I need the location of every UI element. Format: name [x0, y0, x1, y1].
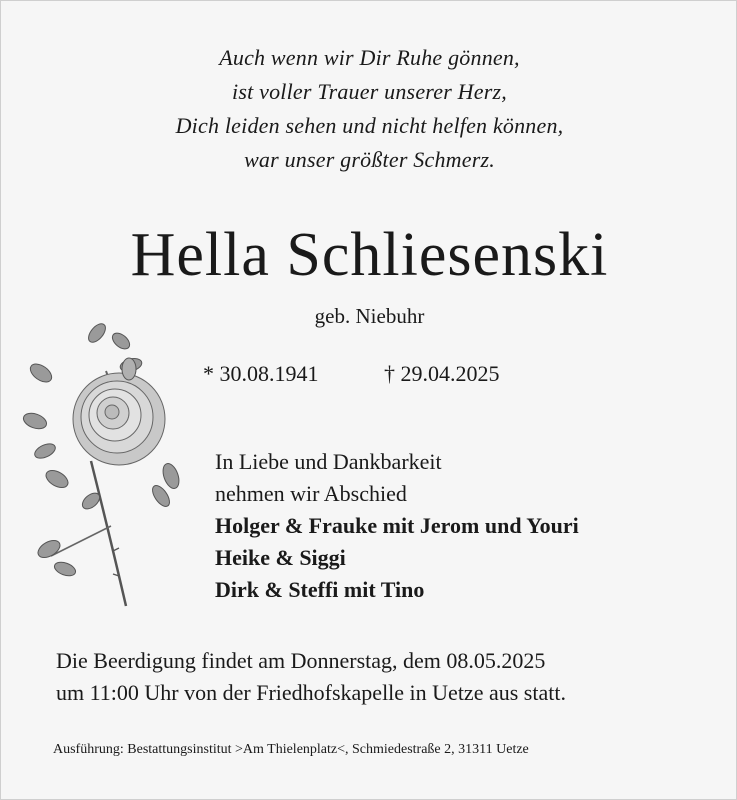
family-block — [215, 446, 579, 606]
poem-line: ist voller Trauer unserer Herz, — [232, 79, 507, 104]
funeral-line: Die Beerdigung findet am Donnerstag, dem 08.05.2025 — [56, 648, 546, 673]
deceased-name: Hella Schliesenski — [130, 221, 609, 289]
funeral-info — [56, 645, 566, 709]
funeral-home-footer: Ausführung: Bestattungsinstitut >Am Thielenplatz<, Schmiedestraße 2, 31311 Uetze — [53, 742, 529, 757]
family-name: Dirk & Steffi mit Tino — [215, 577, 425, 602]
death-date: † 29.04.2025 — [384, 361, 500, 386]
birth-date: * 30.08.1941 — [203, 361, 319, 386]
poem-line: war unser größter Schmerz. — [244, 147, 495, 172]
poem-line: Dich leiden sehen und nicht helfen können, — [175, 113, 564, 138]
life-dates — [203, 361, 500, 387]
family-name: Heike & Siggi — [215, 545, 346, 570]
family-name: Holger & Frauke mit Jerom und Youri — [215, 513, 579, 538]
poem — [1, 41, 737, 177]
funeral-line: um 11:00 Uhr von der Friedhofskapelle in Uetze aus statt. — [56, 680, 566, 705]
poem-line: Auch wenn wir Dir Ruhe gönnen, — [219, 45, 520, 70]
rose-illustration — [21, 311, 201, 611]
family-intro: nehmen wir Abschied — [215, 481, 407, 506]
birth-name: geb. Niebuhr — [314, 304, 425, 328]
family-intro: In Liebe und Dankbarkeit — [215, 449, 442, 474]
